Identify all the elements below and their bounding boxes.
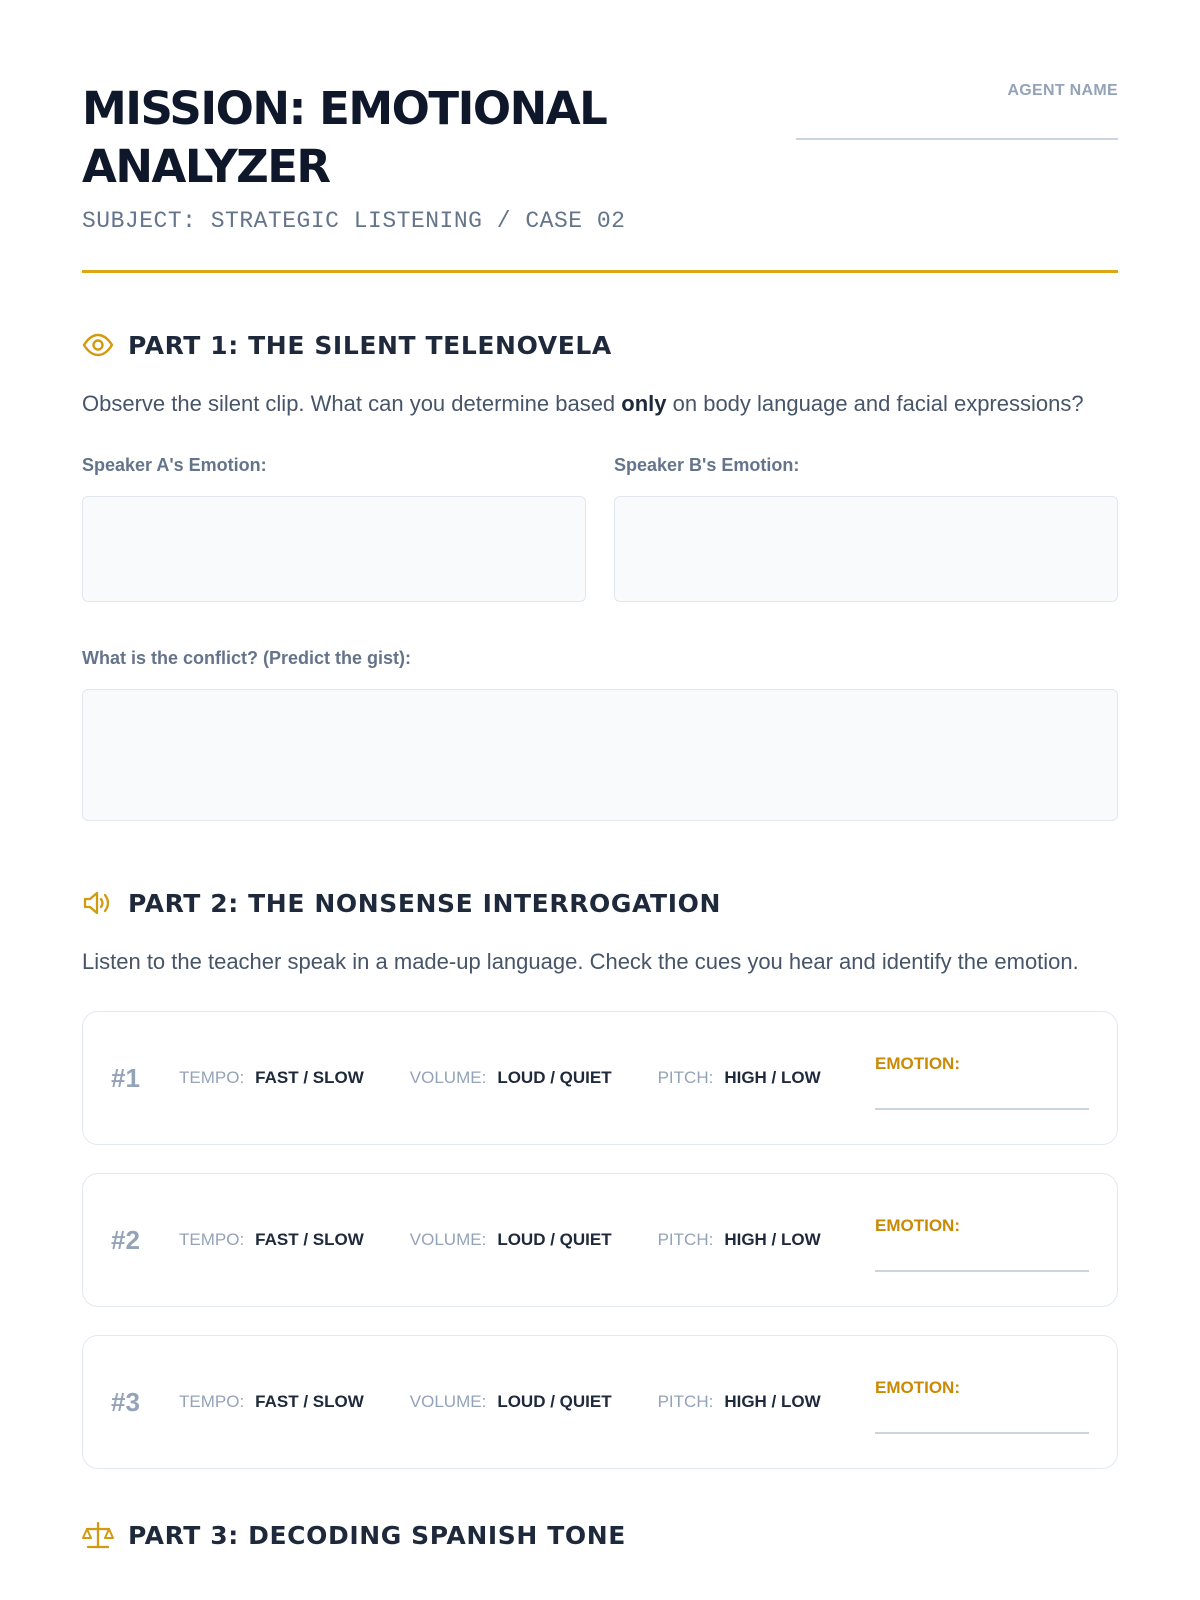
volume-cue[interactable] [410,1068,612,1088]
volume-options[interactable]: LOUD / QUIET [497,1068,612,1087]
emotion-input-line[interactable] [875,1108,1089,1110]
speaker-icon [82,887,114,919]
part1-instruction [82,387,1118,421]
cue-row [82,1335,1118,1469]
pitch-cue[interactable] [658,1068,821,1088]
conflict-field [82,648,1118,821]
page-title: MISSION: EMOTIONAL ANALYZER [82,82,607,193]
conflict-label: What is the conflict? (Predict the gist): [82,648,412,668]
part1-instruction-text: Observe the silent clip. What can you determine based [82,391,622,416]
tempo-options[interactable]: FAST / SLOW [255,1392,364,1411]
pitch-options[interactable]: HIGH / LOW [724,1068,821,1087]
pitch-label: PITCH: [657,1392,714,1411]
cue-row-number: #1 [111,1062,140,1093]
part2-instruction: Listen to the teacher speak in a made-up language. Check the cues you hear and identify the emotion. [82,949,1079,974]
cue-row-number: #2 [111,1224,140,1255]
agent-name-label: AGENT NAME [1007,82,1118,99]
part3-heading [82,1519,1118,1551]
cue-row [82,1011,1118,1145]
volume-options[interactable]: LOUD / QUIET [497,1230,612,1249]
volume-options[interactable]: LOUD / QUIET [497,1392,612,1411]
emotion-label: EMOTION: [875,1054,960,1073]
part1-title: PART 1: THE SILENT TELENOVELA [128,330,612,360]
part3-title: PART 3: DECODING SPANISH TONE [128,1520,626,1550]
pitch-cue[interactable] [658,1230,821,1250]
agent-name-input-line[interactable] [796,138,1118,140]
tempo-label: TEMPO: [179,1230,245,1249]
speaker-a-input[interactable] [82,496,586,602]
part1-heading [82,329,1118,361]
tempo-cue[interactable] [179,1068,364,1088]
tempo-label: TEMPO: [179,1068,245,1087]
pitch-cue[interactable] [658,1392,821,1412]
cue-row-number: #3 [111,1386,140,1417]
page-subtitle: SUBJECT: STRATEGIC LISTENING / CASE 02 [82,208,626,234]
agent-name-field[interactable] [796,82,1118,140]
emotion-input-line[interactable] [875,1432,1089,1434]
worksheet-header [82,0,1118,273]
volume-label: VOLUME: [409,1230,487,1249]
tempo-label: TEMPO: [179,1392,245,1411]
pitch-label: PITCH: [657,1068,714,1087]
volume-cue[interactable] [410,1230,612,1250]
tempo-cue[interactable] [179,1392,364,1412]
speaker-emotion-fields [82,455,1118,602]
tempo-cue[interactable] [179,1230,364,1250]
emotion-label: EMOTION: [875,1378,960,1397]
speaker-a-label: Speaker A's Emotion: [82,455,267,475]
speaker-a-field [82,455,586,602]
scale-icon [82,1519,114,1551]
emotion-label: EMOTION: [875,1216,960,1235]
part1-instruction-emphasis: only [621,391,667,416]
eye-icon [82,329,114,361]
pitch-options[interactable]: HIGH / LOW [724,1230,821,1249]
emotion-field[interactable] [875,1216,1089,1272]
tempo-options[interactable]: FAST / SLOW [255,1230,364,1249]
part2-heading [82,887,1118,919]
cue-row [82,1173,1118,1307]
speaker-b-label: Speaker B's Emotion: [614,455,800,475]
emotion-input-line[interactable] [875,1270,1089,1272]
emotion-field[interactable] [875,1054,1089,1110]
pitch-options[interactable]: HIGH / LOW [724,1392,821,1411]
speaker-b-input[interactable] [614,496,1118,602]
pitch-label: PITCH: [657,1230,714,1249]
tempo-options[interactable]: FAST / SLOW [255,1068,364,1087]
emotion-field[interactable] [875,1378,1089,1434]
conflict-input[interactable] [82,689,1118,821]
part1-instruction-text-end: on body language and facial expressions? [666,391,1084,416]
volume-label: VOLUME: [409,1392,487,1411]
volume-label: VOLUME: [409,1068,487,1087]
part2-title: PART 2: THE NONSENSE INTERROGATION [128,888,721,918]
speaker-b-field [614,455,1118,602]
volume-cue[interactable] [410,1392,612,1412]
